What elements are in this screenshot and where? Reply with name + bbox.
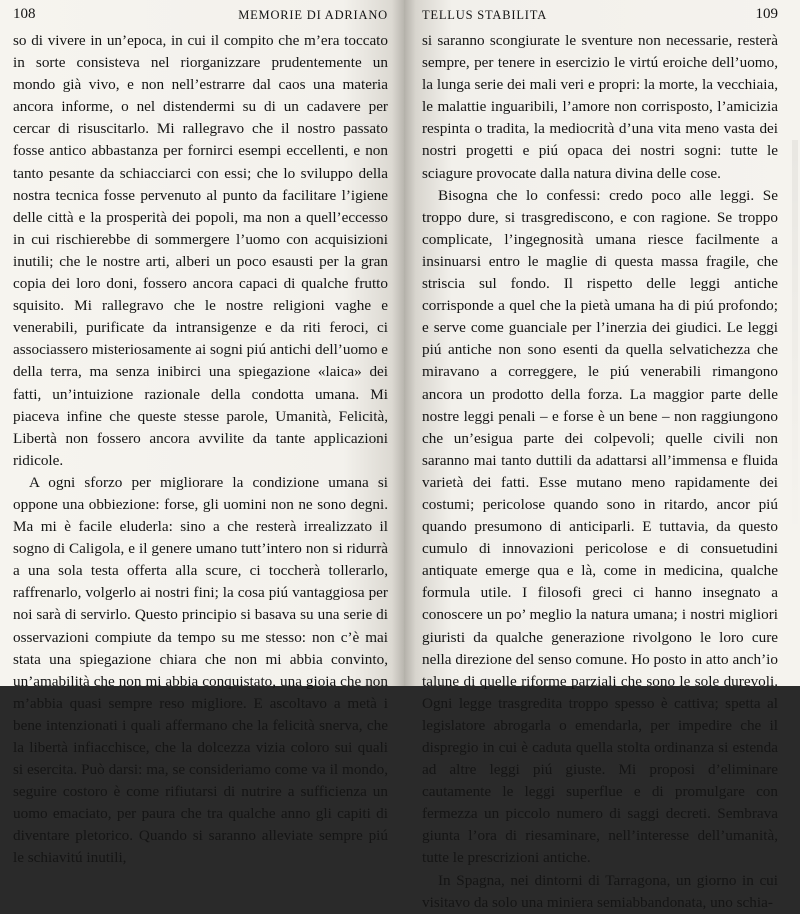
show-through-shadow [792, 140, 798, 540]
right-page-header [422, 0, 778, 30]
paragraph: In Spagna, nei dintorni di Tarragona, un giorno in cui visitavo da solo una miniera semiabbandonata, uno schia- [422, 871, 778, 911]
paragraph: si saranno scongiurate le sventure non necessarie, resterà sempre, per tenere in esercizio le virtú eroiche dell’uomo, la lunga serie dei mali veri e propri: la morte, la vecchiaia, le malattie inguaribili, l’amore non corrisposto, l’amicizia respinta o tradita, la mediocrità d’una vita meno vasta dei nostri progetti e piú opaca dei nostri sogni: tutte le sciagure provocate dalla natura divina delle cose. [422, 32, 778, 182]
left-page-header [13, 0, 388, 30]
running-head: MEMORIE DI ADRIANO [238, 8, 388, 22]
paragraph: Bisogna che lo confessi: credo poco alle leggi. Se troppo dure, si trasgrediscono, e con ragione. Se troppo complicate, l’ingegnosità umana riesce facilmente a insinuarsi entro le maglie di questa massa fragile, che striscia sul fondo. Il rispetto delle leggi antiche corrisponde a quel che la pietà umana ha di piú profondo; e serve come guanciale per l’inerzia dei giudici. Le leggi piú antiche non sono esenti da quella selvatichezza che miravano a correggere, le piú venerabili rimangono ancora un prodotto della forza. La maggior parte delle nostre leggi penali – e forse è un bene – non raggiungono che un’esigua parte dei colpevoli; quelle civili non saranno mai tanto duttili da adattarsi all’immensa e fluida varietà dei fatti. Esse mutano meno rapidamente dei costumi; pericolose quando sono in ritardo, ancor piú quando presumono di anticiparli. E tuttavia, da questo cumulo di innovazioni pericolose e di consuetudini antiquate emerge qua e là, come in medicina, qualche formula utile. I filosofi greci ci hanno insegnato a conoscere un po’ meglio la natura umana; i nostri migliori giuristi da qualche generazione rivolgono le loro cure nella direzione del senso comune. Ho posto in atto anch’io talune di quelle riforme parziali che sono le sole durevoli. Ogni legge trasgredita troppo spesso è cattiva; spetta al legislatore abrogarla o emendarla, per impedire che il dispregio in cui è caduta quella stolta ordinanza si estenda ad altre leggi piú giuste. Mi proposi d’eliminare cautamente le leggi superflue e di promulgare con fermezza un piccolo numero di saggi decreti. Sembrava giunta l’ora di riesaminare, nell’interesse dell’umanità, tutte le prescrizioni antiche. [422, 186, 778, 867]
left-page-body [13, 30, 388, 870]
page-number: 108 [13, 6, 36, 22]
left-page [0, 0, 404, 867]
right-page-body [422, 30, 778, 914]
paragraph: A ogni sforzo per migliorare la condizione umana si oppone una obbiezione: forse, gli uomini non ne sono degni. Ma mi è facile eluderla: sino a che resterà irrealizzato il sogno di Caligola, e il genere umano tutt’intero non si ridurrà a una sola testa offerta alla scure, ci toccherà tollerarlo, raffrenarlo, volgerlo ai nostri fini; la cosa piú vantaggiosa per noi sarà di servirlo. Questo principio si basava su una serie di osservazioni compiute da tempo su me stesso: non c’è mai stata una spiegazione chiara che non mi abbia convinto, un’amabilità che non mi abbia conquistato, una gioia che non m’abbia quasi sempre reso migliore. E ascoltavo a metà i bene intenzionati i quali affermano che la felicità snerva, che la libertà infiacchisce, che la dolcezza vizia coloro sui quali si esercita. Può darsi: ma, se consideriamo come va il mondo, seguire costoro è come rifiutarsi di nutrire a sufficienza un uomo emaciato, per paura che tra qualche anno gli capiti di diventare pletorico. Quando si saranno alleviate sempre piú le schiavitú inutili, [13, 473, 388, 867]
right-page [404, 0, 800, 911]
page-number: 109 [755, 6, 778, 22]
paragraph: so di vivere in un’epoca, in cui il compito che m’era toccato in sorte consisteva nel riorganizzare prudentemente un mondo già vivo, e non nell’estrarre dal caos una materia ancora informe, o nel distendermi su di un cadavere per cercar di risuscitarlo. Mi rallegravo che il nostro passato fosse antico abbastanza per fornirci esempi eccellenti, e non tanto pesante da schiacciarci con essi; che lo sviluppo della nostra tecnica fosse pervenuto al punto da facilitare l’igiene delle città e la prosperità dei popoli, ma non a quell’eccesso in cui rischierebbe di sommergere l’uomo con acquisizioni inutili; che le nostre arti, alberi un poco esausti per la gran copia dei loro doni, fossero ancora capaci di qualche frutto squisito. Mi rallegravo che le nostre religioni vaghe e venerabili, purificate da intransigenze e da riti feroci, ci associassero misteriosamente ai sogni piú antichi dell’uomo e della terra, ma senza inibirci una spiegazione «laica» dei fatti, un’intuizione razionale della condotta umana. Mi piaceva infine che queste stesse parole, Umanità, Felicità, Libertà non fossero ancora avvilite da tante applicazioni ridicole. [13, 32, 388, 469]
running-head: TELLUS STABILITA [422, 8, 548, 22]
